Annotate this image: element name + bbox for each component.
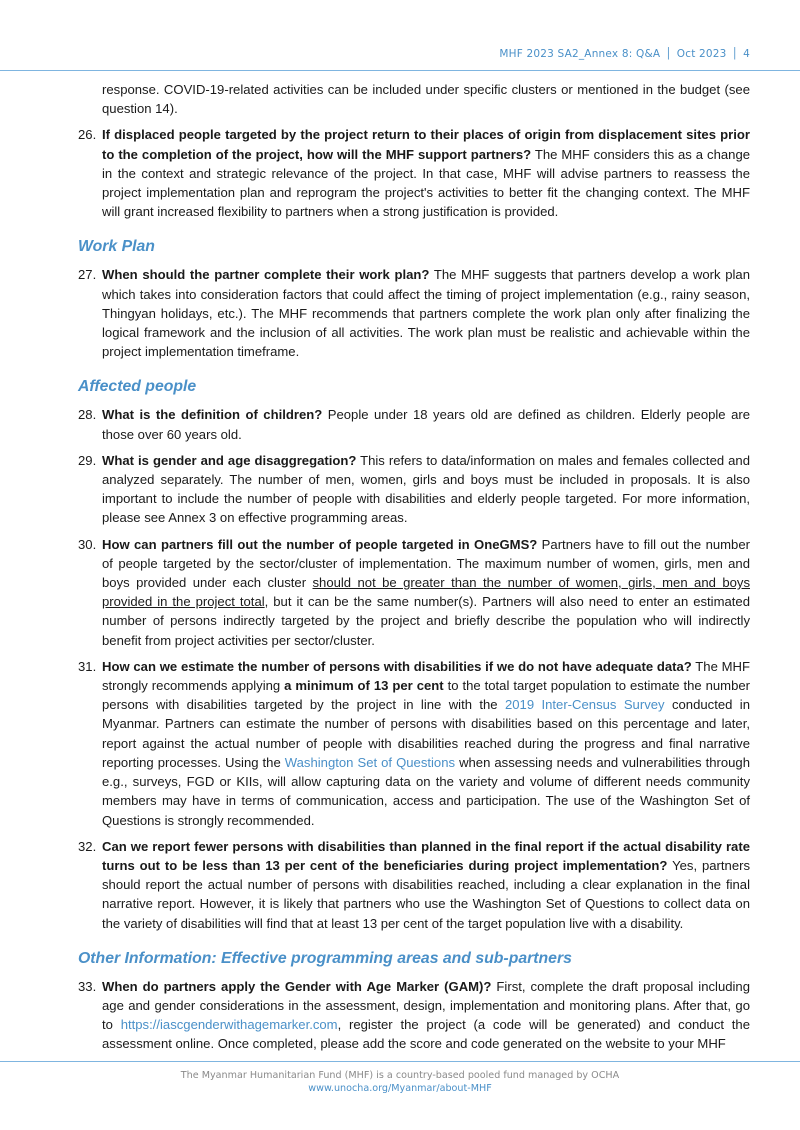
question-32 [78, 837, 750, 933]
answer-text: The MHF suggests that partners develop a work plan which takes into consideration factors that could affect the timing of project implementation (e.g., rainy season, Thingyan holidays, etc.). The MHF recommends that partners complete the work plan only after finalizing the logical framework and the inclusion of all activities. The work plan must be realistic and achievable within the project implementation timeframe. [102, 267, 750, 360]
question-text: What is gender and age disaggregation? [102, 452, 357, 468]
question-text: If displaced people targeted by the project return to their places of origin from displacement sites prior to the completion of the project, how will the MHF support partners? [102, 127, 750, 162]
question-number: 28. [78, 407, 97, 423]
document-body [78, 80, 750, 1061]
paragraph-continued [78, 80, 750, 118]
answer-text: The MHF considers this as a change in the context and strategic relevance of the project. In that case, MHF will advise partners to reassess the project implementation plan and reprogram the project's activities to better fit the changing context. The MHF will grant increased flexibility to partners when a strong justification is provided. [102, 146, 751, 220]
question-text: When do partners apply the Gender with Age Marker (GAM)? [102, 978, 492, 994]
footer-website-link[interactable]: www.unocha.org/Myanmar/about-MHF [308, 1083, 492, 1094]
header-separator: │ [665, 48, 672, 60]
answer-text: The MHF strongly recommends applying [102, 658, 750, 694]
question-26 [78, 125, 750, 221]
inter-census-survey-link[interactable]: 2019 Inter-Census Survey [504, 697, 665, 713]
question-text: What is the definition of children? [102, 407, 323, 423]
question-text: How can we estimate the number of persons with disabilities if we do not have adequate data? [102, 658, 692, 674]
answer-text: First, complete the draft proposal including age and gender considerations in the assessment, design, implementation and monitoring plans. After that, go to [102, 978, 750, 1033]
answer-text: People under 18 years old are defined as children. Elderly people are those over 60 years old. [102, 407, 750, 442]
section-heading-work-plan: Work Plan [78, 238, 155, 256]
question-text: How can partners fill out the number of people targeted in OneGMS? [102, 536, 538, 552]
question-text: Can we report fewer persons with disabilities than planned in the final report if the actual disability rate turns out to be less than 13 per cent of the beneficiaries during project implementation? [102, 838, 750, 873]
question-29 [78, 451, 750, 528]
question-33 [78, 977, 750, 1054]
gam-website-link[interactable]: https://iascgenderwithagemarker.com [120, 1017, 338, 1033]
answer-text: Partners have to fill out the number of people targeted by the sector/cluster of implementation. The maximum number of women, girls, men and boys provided under each cluster [102, 536, 750, 591]
question-number: 30. [78, 536, 97, 552]
header-doc-title: MHF 2023 SA2_Annex 8: Q&A [499, 48, 661, 60]
question-number: 26. [78, 127, 97, 143]
footer-rule [0, 1061, 800, 1062]
answer-text: , register the project (a code will be generated) and conduct the assessment online. Once completed, please add the score and code generated on the website to your MHF [102, 1017, 750, 1052]
section-heading-other-information: Other Information: Effective programming areas and sub-partners [78, 949, 572, 967]
answer-text: This refers to data/information on males and females collected and analyzed separately. The number of men, women, girls and boys must be included in proposals. It is also important to include the number of people with disabilities and elderly people targeted. For more information, please see Annex 3 on effective programming areas. [102, 452, 750, 526]
answer-text: when assessing needs and vulnerabilities through e.g., surveys, FGD or KIIs, will allow capturing data on the variety and volume of different needs community members may have in terms of communication, access and participation. The use of the Washington Set of Questions is strongly recommended. [102, 754, 750, 828]
answer-text: conducted in Myanmar. Partners can estimate the number of persons with disabilities based on this percentage and later, report against the actual number of people with disabilities reached during the progress and final narrative reporting processes. Using the [102, 697, 750, 770]
question-27 [78, 265, 750, 361]
question-number: 31. [78, 658, 97, 674]
question-31 [78, 657, 750, 830]
header-separator: │ [731, 48, 739, 60]
emphasis-text: a minimum of 13 per cent [284, 678, 444, 694]
answer-text: to the total target population to estimate the number persons with disabilities targeted by the project in line with the [102, 678, 750, 713]
underlined-text: should not be greater than the number of women, girls, men and boys provided in the project total [102, 575, 750, 610]
header-date: Oct 2023 [676, 48, 727, 60]
section-heading-affected-people: Affected people [78, 378, 197, 396]
answer-text: Yes, partners should report the actual number of persons with disabilities reached, including a clear explanation in the final narrative report. However, it is likely that partners who use the Washington Set of Questions to collect data on the variety of disabilities will find that at least 13 per cent of the target population live with a disability. [102, 857, 751, 931]
page-header [499, 48, 750, 60]
paragraph-text: response. COVID-19-related activities can be included under specific clusters or mentioned in the budget (see question 14). [102, 82, 750, 117]
question-number: 29. [78, 452, 97, 468]
answer-text: , but it can be the same number(s). Partners will also need to enter an estimated number of persons indirectly targeted by the project and briefly describe the population who will indirectly benefit from project activities per sector/cluster. [102, 594, 750, 648]
washington-set-link[interactable]: Washington Set of Questions [284, 754, 456, 770]
question-text: When should the partner complete their work plan? [102, 267, 430, 283]
question-28 [78, 405, 750, 443]
question-number: 33. [78, 978, 97, 994]
question-number: 27. [78, 267, 97, 283]
question-number: 32. [78, 838, 97, 854]
page-footer [0, 1069, 800, 1095]
question-30 [78, 535, 750, 650]
header-page-number: 4 [743, 48, 750, 60]
footer-description: The Myanmar Humanitarian Fund (MHF) is a country-based pooled fund managed by OCHA [180, 1070, 620, 1081]
header-rule [0, 70, 800, 71]
